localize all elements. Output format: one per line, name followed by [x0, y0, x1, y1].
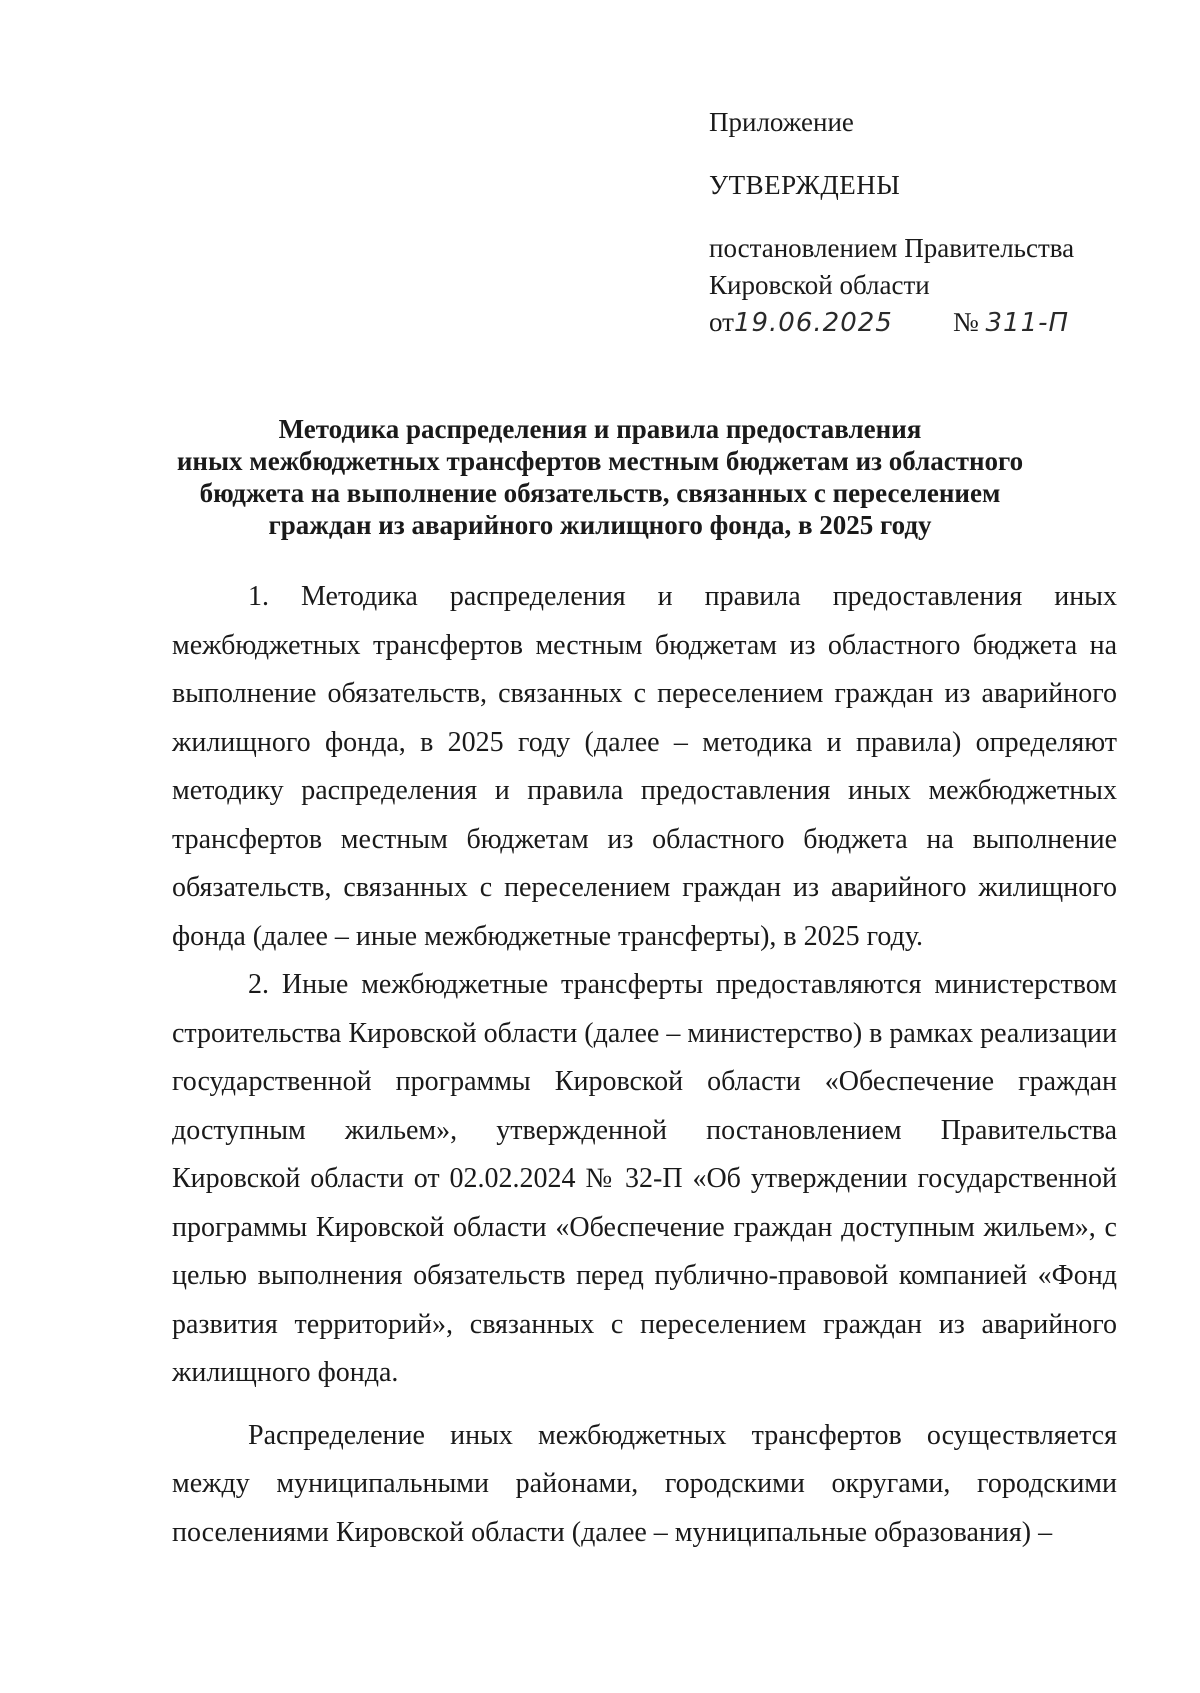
title-line-1: Методика распределения и правила предоставления [278, 414, 922, 444]
handwritten-number: 311-П [985, 308, 1070, 338]
approved-by-line-1: постановлением Правительства [709, 233, 1075, 263]
title-line-3: бюджета на выполнение обязательств, связанных с переселением [199, 478, 1001, 508]
appendix-label: Приложение [709, 107, 854, 137]
document-title [140, 413, 1060, 541]
paragraph-3: Распределение иных межбюджетных трансфертов осуществляется между муниципальными районами, городскими округами, городскими поселениями Кировской области (далее – муниципальные образования) – [172, 1419, 1117, 1548]
approved-label: УТВЕРЖДЕНЫ [709, 170, 901, 200]
approved-by-line-2: Кировской области [709, 270, 930, 300]
handwritten-date: 19.06.2025 [733, 308, 893, 338]
date-number-line [709, 304, 1129, 344]
title-line-4: граждан из аварийного жилищного фонда, в 2025 году [268, 510, 932, 540]
title-line-2: иных межбюджетных трансфертов местным бюджетам из областного [176, 446, 1024, 476]
number-field [953, 304, 1069, 342]
paragraph-1: 1. Методика распределения и правила предоставления иных межбюджетных трансфертов местным бюджетам из областного бюджета на выполнение обязательств, связанных с переселением граждан из аварийного жилищного фонда, в 2025 году (далее – методика и правила) определяют методику распределения и правила предоставления иных межбюджетных трансфертов местным бюджетам из областного бюджета на выполнение обязательств, связанных с переселением граждан из аварийного жилищного фонда (далее – иные межбюджетные трансферты), в 2025 году. [172, 581, 1117, 952]
date-prefix: от [709, 307, 734, 337]
paragraph-2: 2. Иные межбюджетные трансферты предоставляются министерством строительства Кировской области (далее – министерство) в рамках реализации государственной программы Кировской области «Обеспечение граждан доступным жильем», утвержденной постановлением Правительства Кировской области от 02.02.2024 № 32-П «Об утверждении государственной программы Кировской области «Обеспечение граждан доступным жильем», с целью выполнения обязательств перед публично-правовой компанией «Фонд развития территорий», связанных с переселением граждан из аварийного жилищного фонда. [172, 969, 1117, 1388]
document-body [172, 573, 1117, 1557]
approval-block [709, 104, 1129, 344]
number-prefix: № [953, 307, 979, 337]
